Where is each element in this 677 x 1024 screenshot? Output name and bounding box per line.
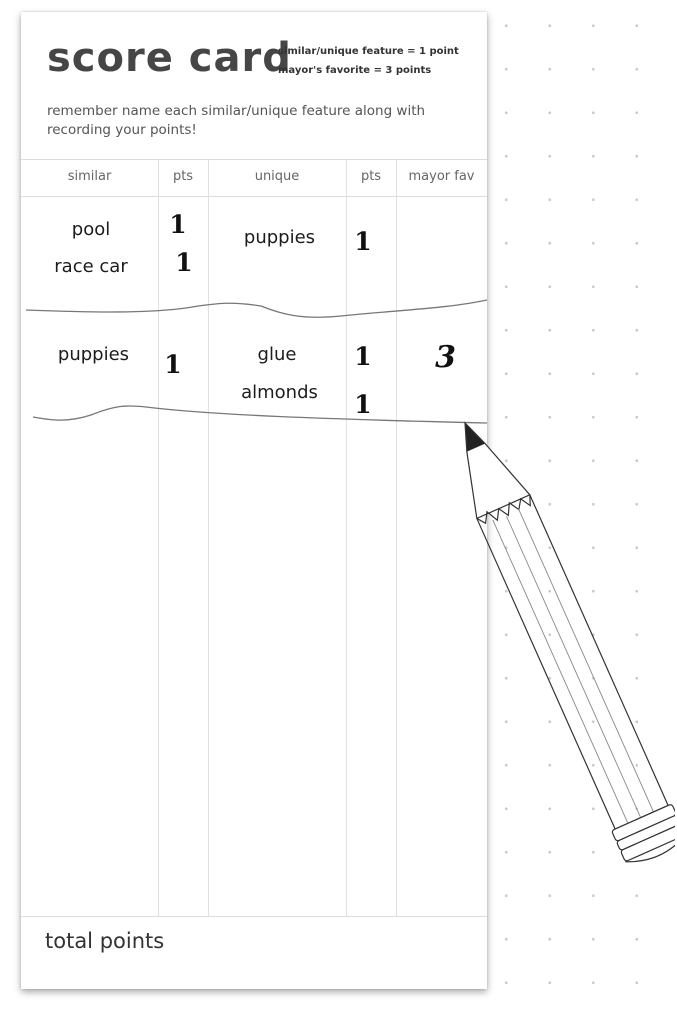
column-header-unique: unique bbox=[254, 169, 300, 184]
header-bottom-divider bbox=[21, 196, 487, 197]
header-top-divider bbox=[21, 159, 487, 160]
points-entry: 1 bbox=[164, 350, 182, 379]
column-divider bbox=[158, 160, 159, 916]
score-card bbox=[21, 12, 487, 989]
rule-mayor-favorite: mayor's favorite = 3 points bbox=[278, 65, 432, 76]
rule-similar-unique: similar/unique feature = 1 point bbox=[278, 46, 459, 57]
total-divider bbox=[21, 916, 487, 917]
unique-entry: glue bbox=[257, 344, 297, 365]
mayor-fav-entry: 3 bbox=[435, 340, 456, 375]
instructions-note: remember name each similar/unique feature along with recording your points! bbox=[47, 103, 426, 138]
column-divider bbox=[346, 160, 347, 916]
round-separator bbox=[21, 397, 487, 437]
points-entry: 1 bbox=[354, 390, 372, 419]
column-header-pts: pts bbox=[360, 169, 382, 184]
total-points-label: total points bbox=[45, 929, 165, 953]
unique-entry: puppies bbox=[243, 227, 316, 248]
points-entry: 1 bbox=[169, 210, 187, 239]
points-entry: 1 bbox=[354, 342, 372, 371]
column-divider bbox=[208, 160, 209, 916]
pencil-icon bbox=[455, 415, 675, 895]
similar-entry: puppies bbox=[57, 344, 130, 365]
column-divider bbox=[396, 160, 397, 916]
column-header-similar: similar bbox=[67, 169, 112, 184]
column-header-pts: pts bbox=[172, 169, 194, 184]
column-header-mayor-fav: mayor fav bbox=[408, 169, 475, 184]
scoring-rules bbox=[278, 46, 459, 84]
similar-entry: race car bbox=[54, 256, 128, 277]
unique-entry: almonds bbox=[241, 382, 318, 403]
round-separator bbox=[21, 292, 487, 332]
card-title: score card bbox=[47, 35, 292, 81]
points-entry: 1 bbox=[354, 227, 372, 256]
points-entry: 1 bbox=[175, 248, 193, 277]
similar-entry: pool bbox=[71, 219, 111, 240]
